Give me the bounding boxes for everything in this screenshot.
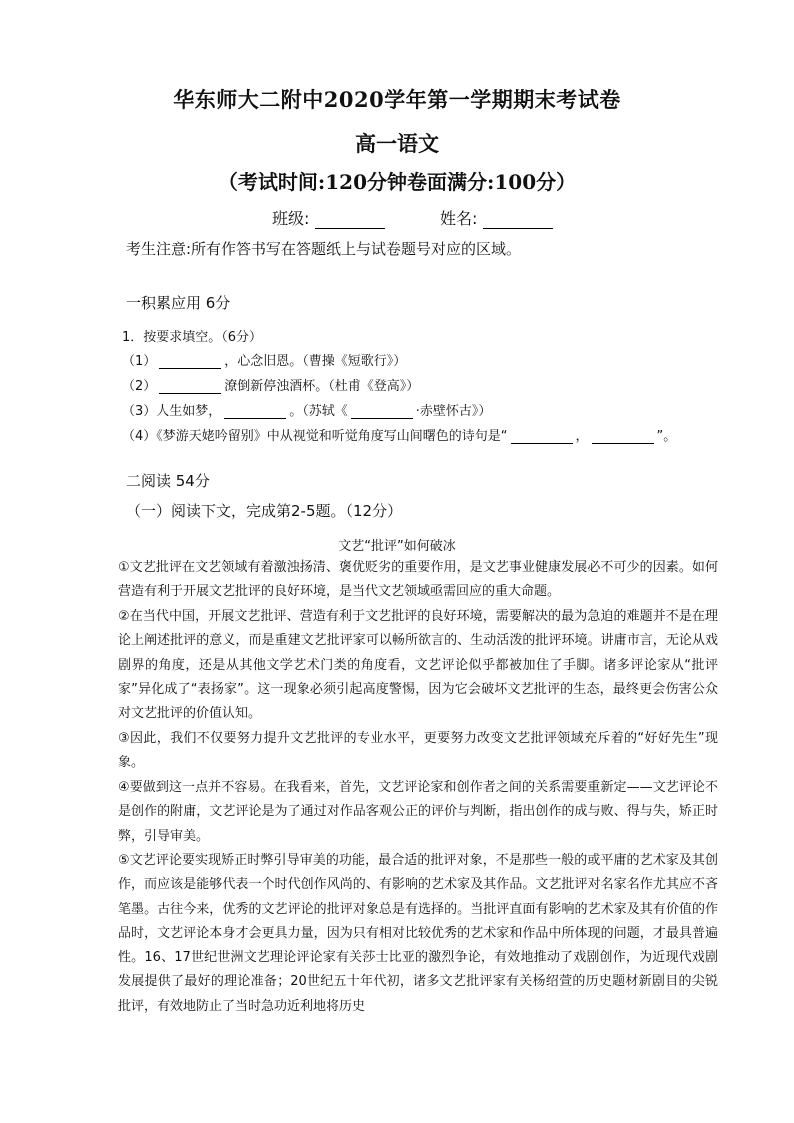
answer-blank[interactable] (224, 405, 286, 419)
subject-title: 高一语文 (355, 131, 439, 156)
item-prefix: （2） (122, 379, 157, 394)
exam-info: （考试时间:120分钟卷面满分:100分） (217, 170, 577, 194)
answer-blank[interactable] (592, 430, 654, 444)
item-prefix: （1） (122, 354, 157, 369)
article-paragraph-1: ①文艺批评在文艺领域有着激浊扬清、褒优贬劣的重要作用，是文艺事业健康发展必不可少的因素。如何营造有利于开展文艺批评的良好环境，是当代文艺领域亟需回应的重大命题。 (118, 560, 718, 600)
exam-title: 华东师大二附中2020学年第一学期期末考试卷 (173, 87, 621, 112)
article-paragraph-3: ③因此，我们不仅要努力提升文艺批评的专业水平，更要努力改变文艺批评领域充斥着的“好好先生”现象。 (118, 731, 718, 771)
class-field[interactable] (272, 206, 385, 229)
candidate-notice: 考生注意:所有作答书写在答题纸上与试卷题号对应的区域。 (126, 240, 522, 258)
answer-blank[interactable] (159, 355, 221, 369)
item-suffix: ，心念旧恩。（曹操《短歌行》） (224, 354, 407, 369)
article-paragraph-4: ④要做到这一点并不容易。在我看来，首先，文艺评论家和创作者之间的关系需要重新定——文艺评论不是创作的附庸，文艺评论是为了通过对作品客观公正的评价与判断，指出创作的成与败、得与失，矫正时弊，引导审美。 (118, 780, 718, 844)
reading-subsection: （一）阅读下文，完成第2-5题。（12分） (126, 502, 403, 520)
class-blank[interactable] (315, 212, 385, 229)
question-1-item-1 (122, 350, 406, 369)
name-field[interactable] (440, 206, 553, 229)
item-suffix: ·赤壁怀古》） (415, 404, 492, 419)
item-prefix: （3）人生如梦， (122, 404, 222, 419)
question-1-item-2 (122, 375, 419, 394)
answer-blank[interactable] (159, 380, 221, 394)
class-label: 班级: (272, 209, 310, 228)
answer-blank[interactable] (511, 430, 573, 444)
article-paragraph-2: ②在当代中国，开展文艺批评、营造有利于文艺批评的良好环境，需要解决的最为急迫的难题并不是在理论上阐述批评的意义，而是重建文艺批评家可以畅所欲言的、生动活泼的批评环境。讲庸市言，无论从戏剧界的角度，还是从其他文学艺术门类的角度看，文艺评论似乎都被加住了手脚。诸多评论家从“批评家”异化成了“表扬家”。这一现象必须引起高度警惕，因为它会破坏文艺批评的生态，最终更会伤害公众对文艺批评的价值认知。 (118, 609, 718, 722)
item-suffix: ”。 (656, 429, 677, 444)
item-middle: ， (575, 429, 589, 444)
article-title: 文艺“批评”如何破冰 (338, 539, 456, 554)
name-blank[interactable] (483, 212, 553, 229)
item-suffix: 潦倒新停浊酒杯。（杜甫《登高》） (224, 379, 420, 394)
answer-blank[interactable] (351, 405, 413, 419)
question-1-item-3 (122, 400, 491, 419)
section1-heading: 一积累应用 6分 (126, 294, 231, 312)
item-prefix: （4）《梦游天姥吟留别》中从视觉和听觉角度写山间曙色的诗句是“ (122, 429, 508, 444)
item-middle: 。（苏轼《 (289, 404, 348, 419)
question-1-item-4 (122, 425, 676, 444)
name-label: 姓名: (440, 209, 478, 228)
section2-heading: 二阅读 54分 (126, 472, 210, 490)
article-paragraph-5: ⑤文艺评论要实现矫正时弊引导审美的功能，最合适的批评对象，不是那些一般的或平庸的艺术家及其创作，而应该是能够代表一个时代创作风尚的、有影响的艺术家及其作品。文艺批评对名家名作尤其应不吝笔墨。古往今来，优秀的文艺评论的批评对象总是有选择的。当批评直面有影响的艺术家及其有价值的作品时，文艺评论本身才会更具力量，因为只有相对比较优秀的艺术家和作品中所体现的问题，才最具普遍性。16、17世纪世洲文艺理论评论家有关莎士比亚的激烈争论，有效地推动了戏剧创作，为近现代戏剧发展提供了最好的理论准备；20世纪五十年代初，诸多文艺批评家有关杨绍萱的历史题材新剧目的尖锐批评，有效地防止了当时急功近利地将历史 (118, 853, 718, 1014)
question-1: 1．按要求填空。（6分） (122, 330, 263, 345)
